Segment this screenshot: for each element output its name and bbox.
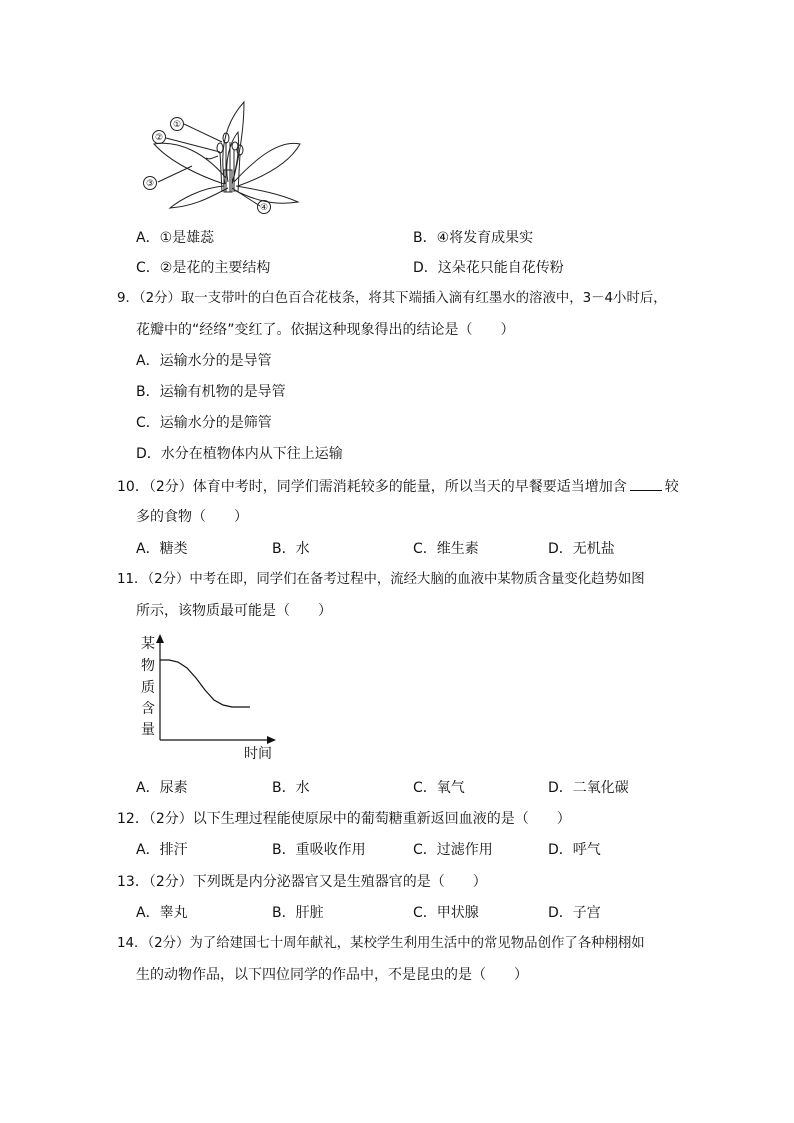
q13-option-d[interactable] [548, 903, 601, 923]
q13-stem-line1: 13．（2分）下列既是内分泌器官又是生殖器官的是（ ） [117, 874, 487, 890]
option-letter: B． [272, 780, 296, 796]
option-letter: C． [136, 260, 160, 276]
q12-option-b[interactable] [272, 840, 366, 860]
option-text: ①是雄蕊 [159, 230, 215, 246]
q11-option-d[interactable] [548, 778, 629, 798]
q13-option-a[interactable] [136, 903, 188, 923]
option-text: 睾丸 [159, 905, 188, 921]
option-letter: D． [548, 842, 573, 858]
q10-stem-end: 较 [664, 479, 679, 495]
option-letter: A． [136, 230, 160, 246]
flower-diagram [140, 96, 310, 220]
option-text: 二氧化碳 [572, 780, 629, 796]
q13-option-b[interactable] [272, 903, 324, 923]
q8-option-c[interactable] [136, 258, 270, 278]
q10-stem-line1 [117, 476, 679, 497]
option-text: 过滤作用 [436, 842, 493, 858]
flower-label-3: ③ [145, 179, 155, 189]
option-letter: B． [272, 905, 296, 921]
option-text: 肝脏 [295, 905, 324, 921]
option-letter: D． [548, 780, 573, 796]
q11-option-b[interactable] [272, 778, 310, 798]
flower-label-4: ④ [259, 203, 269, 213]
q10-option-d[interactable] [548, 539, 615, 559]
q9-option-d[interactable] [136, 444, 343, 464]
option-text: 运输水分的是筛管 [159, 415, 272, 431]
q11-chart [138, 634, 278, 764]
q10-option-b[interactable] [272, 539, 310, 559]
q11-option-c[interactable] [413, 778, 465, 798]
q14-stem-line1: 14．（2分）为了给建国七十周年献礼，某校学生利用生活中的常见物品创作了各种栩栩如 [117, 936, 645, 951]
q11-stem-line2: 所示，该物质最可能是（ ） [136, 603, 332, 619]
option-letter: D． [548, 541, 573, 557]
option-text: 排汗 [159, 842, 188, 858]
option-letter: B． [136, 384, 160, 400]
option-letter: A． [136, 905, 160, 921]
option-letter: C． [413, 842, 437, 858]
q8-option-b[interactable] [413, 228, 533, 248]
option-text: 呼气 [572, 842, 601, 858]
q10-blank [630, 476, 662, 491]
ylabel-char-1: 某 [141, 636, 155, 652]
option-text: 水分在植物体内从下往上运输 [160, 446, 343, 462]
q12-option-a[interactable] [136, 840, 188, 860]
q12-option-d[interactable] [548, 840, 601, 860]
option-text: 水 [295, 780, 310, 796]
option-text: 水 [295, 541, 310, 557]
option-letter: D． [413, 260, 438, 276]
option-text: 无机盐 [572, 541, 615, 557]
ylabel-char-3: 质 [141, 680, 155, 696]
option-letter: A． [136, 842, 160, 858]
option-letter: C． [413, 780, 437, 796]
option-text: 这朵花只能自花传粉 [437, 260, 564, 276]
option-letter: B． [413, 230, 437, 246]
series-line [160, 660, 250, 707]
ylabel-char-4: 含 [141, 701, 155, 717]
q9-stem-line2: 花瓣中的“经络”变红了。依据这种现象得出的结论是（ ） [136, 322, 515, 338]
option-text: 甲状腺 [436, 905, 479, 921]
option-letter: D． [548, 905, 573, 921]
option-text: 运输有机物的是导管 [159, 384, 286, 400]
flower-label-1: ① [172, 120, 182, 130]
option-letter: A． [136, 780, 160, 796]
q12-stem-line1: 12．（2分）以下生理过程能使原尿中的葡萄糖重新返回血液的是（ ） [117, 811, 571, 827]
q9-option-a[interactable] [136, 351, 272, 371]
option-letter: A． [136, 541, 160, 557]
ylabel-char-5: 量 [141, 722, 155, 738]
x-axis-arrow [267, 736, 276, 744]
option-text: 维生素 [436, 541, 479, 557]
q11-stem-line1: 11．（2分）中考在即，同学们在备考过程中，流经大脑的血液中某物质含量变化趋势如图 [117, 572, 645, 587]
q9-option-b[interactable] [136, 382, 286, 402]
y-axis-arrow [156, 634, 164, 643]
option-text: 重吸收作用 [295, 842, 366, 858]
option-letter: C． [136, 415, 160, 431]
option-text: ④将发育成果实 [436, 230, 534, 246]
option-letter: D． [136, 446, 161, 462]
option-text: 运输水分的是导管 [159, 353, 272, 369]
option-letter: A． [136, 353, 160, 369]
q10-stem-text: 10．（2分）体育中考时，同学们需消耗较多的能量，所以当天的早餐要适当增加含 [117, 479, 627, 495]
q8-option-d[interactable] [413, 258, 564, 278]
q11-option-a[interactable] [136, 778, 188, 798]
q10-option-a[interactable] [136, 539, 188, 559]
q9-option-c[interactable] [136, 413, 272, 433]
option-text: ②是花的主要结构 [159, 260, 271, 276]
option-text: 子宫 [572, 905, 601, 921]
option-text: 尿素 [159, 780, 188, 796]
option-letter: B． [272, 842, 296, 858]
q10-option-c[interactable] [413, 539, 479, 559]
q13-option-c[interactable] [413, 903, 479, 923]
q14-stem-line2: 生的动物作品，以下四位同学的作品中，不是昆虫的是（ ） [136, 967, 528, 983]
option-letter: C． [413, 541, 437, 557]
xlabel: 时间 [244, 746, 272, 762]
option-text: 糖类 [159, 541, 188, 557]
q10-stem-line2: 多的食物（ ） [136, 509, 248, 525]
flower-label-2: ② [154, 133, 164, 143]
q8-option-a[interactable] [136, 228, 214, 248]
option-letter: B． [272, 541, 296, 557]
q12-option-c[interactable] [413, 840, 493, 860]
option-text: 氧气 [436, 780, 465, 796]
ylabel-char-2: 物 [141, 658, 155, 674]
q9-stem-line1: 9．（2分）取一支带叶的白色百合花枝条，将其下端插入滴有红墨水的溶液中，3－4小时后， [117, 291, 667, 306]
option-letter: C． [413, 905, 437, 921]
